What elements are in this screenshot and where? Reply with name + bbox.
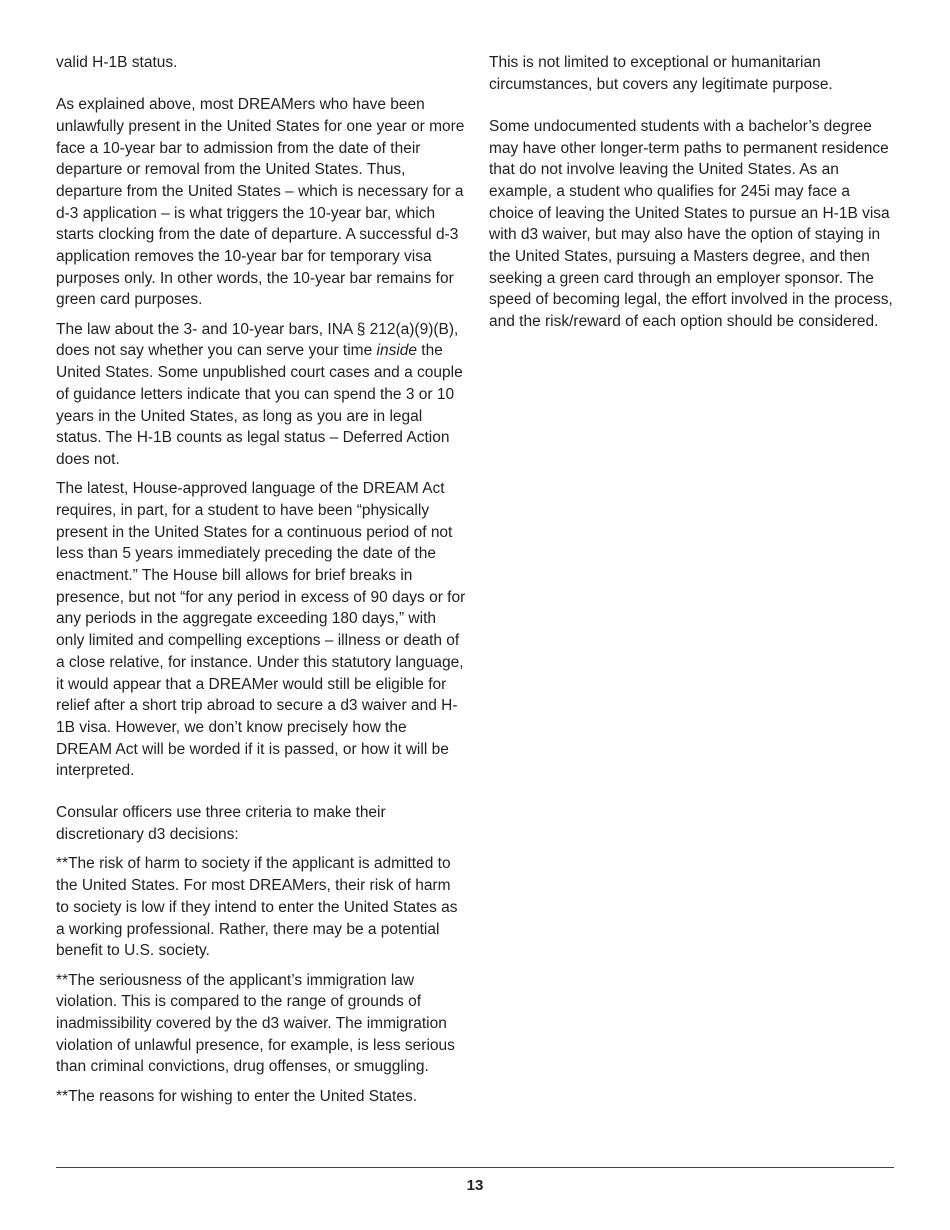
paragraph-ina-212: [56, 319, 466, 471]
left-column: [56, 52, 466, 1107]
criterion-reasons: **The reasons for wishing to enter the United States.: [56, 1087, 418, 1105]
paragraph-valid-status: valid H-1B status.: [56, 54, 178, 71]
criterion-risk-of-harm: **The risk of harm to society if the applicant is admitted to the United States. For most DREAMers, their risk of harm to society is low if they intend to enter the United States as a working professional. Rather, there may be a potential benefit to U.S. society.: [56, 855, 458, 960]
paragraph-dream-act: The latest, House-approved language of the DREAM Act requires, in part, for a student to have been “physically present in the United States for a continuous period of not less than 5 years immediately preceding the date of the enactment.” The House bill allows for brief breaks in presence, but not “for any period in excess of 90 days or for any periods in the aggregate exceeding 180 days,” with only limited and compelling exceptions – illness or death of a close relative, for instance. Under this statutory language, it would appear that a DREAMer would still be eligible for relief after a short trip abroad to secure a d3 waiver and H-1B visa. However, we don’t know precisely how the DREAM Act will be worded if it is passed, or how it will be interpreted.: [56, 480, 466, 780]
criterion-seriousness: **The seriousness of the applicant’s immigration law violation. This is compared to the range of grounds of inadmissibility covered by the d3 waiver. The immigration violation of unlawful presence, for example, is less serious than criminal convictions, drug offenses, or smuggling.: [56, 971, 455, 1076]
paragraph-other-paths: Some undocumented students with a bachelor’s degree may have other longer-term paths to permanent residence that do not involve leaving the United States. As an example, a student who qualifies for 245i may face a choice of leaving the United States to pursue an H-1B visa with d3 waiver, but may also have the option of staying in the United States, pursuing a Masters degree, and then seeking a green card through an employer sponsor. The speed of becoming legal, the effort involved in the process, and the risk/reward of each option should be considered.: [489, 117, 893, 331]
paragraph-legitimate-purpose: This is not limited to exceptional or humanitarian circumstances, but covers any legitimate purpose.: [489, 54, 833, 93]
page-number: 13: [466, 1177, 484, 1194]
ina-text-before: The law about the 3- and 10-year bars, INA § 212(a)(9)(B), does not say whether you can serve your time: [56, 320, 459, 360]
paragraph-criteria-intro: Consular officers use three criteria to make their discretionary d3 decisions:: [56, 804, 386, 844]
footer-divider: [56, 1167, 894, 1168]
paragraph-ten-year-bar: As explained above, most DREAMers who have been unlawfully present in the United States for one year or more face a 10-year bar to admission from the date of their departure or removal from the United States. Thus, departure from the United States – which is necessary for a d-3 application – is what triggers the 10-year bar, which starts clocking from the date of departure. A successful d-3 application removes the 10-year bar for temporary visa purposes only. In other words, the 10-year bar remains for green card purposes.: [56, 96, 465, 309]
right-column: [489, 52, 894, 333]
ina-text-after: the United States. Some unpublished court cases and a couple of guidance letters indicate that you can spend the 3 or 10 years in the United States, as long as you are in legal status. The H-1B counts as legal status – Deferred Action does not.: [56, 342, 463, 468]
ina-text-emphasis: inside: [376, 342, 417, 360]
